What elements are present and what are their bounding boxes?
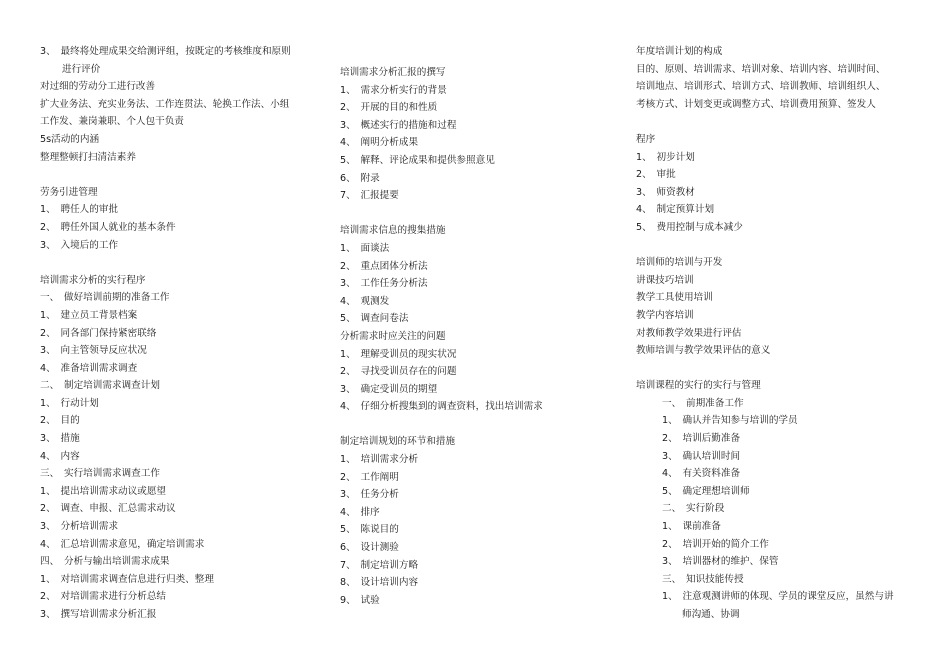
text-line: 2、 培训开始的简介工作 (662, 538, 769, 550)
text-line: 扩大业务法、充实业务法、工作连贯法、轮换工作法、小组 (40, 98, 290, 110)
text-line: 1、 面谈法 (340, 242, 390, 254)
text-line: 3、 措施 (40, 433, 80, 445)
text-line: 1、 确认并告知参与培训的学员 (662, 415, 798, 427)
text-line: 3、 工作任务分析法 (340, 278, 428, 290)
text-line: 一、 前期准备工作 (662, 397, 744, 409)
text-line: 8、 设计培训内容 (340, 577, 419, 589)
text-line: 1、 聘任人的审批 (40, 204, 119, 216)
text-line: 5s活动的内涵 (40, 133, 100, 145)
text-line: 4、 阐明分析成果 (340, 137, 419, 149)
text-line: 考核方式、计划变更或调整方式、培训费用预算、签发人 (636, 98, 876, 110)
text-line: 2、 工作阐明 (340, 471, 399, 483)
text-line: 5、 费用控制与成本减少 (636, 221, 743, 233)
text-line: 3、 概述实行的措施和过程 (340, 119, 457, 131)
text-line: 5、 确定理想培训师 (662, 485, 750, 497)
text-line: 培训师的培训与开发 (636, 257, 723, 269)
text-line: 5、 陈说目的 (340, 524, 399, 536)
text-line: 对过细的劳动分工进行改善 (40, 81, 156, 93)
blank-line (636, 360, 936, 378)
text-line: 1、 注意观测讲师的体现、学员的课堂反应，虽然与讲 (662, 591, 894, 603)
text-line: 9、 试验 (340, 594, 380, 606)
middle-column (340, 64, 630, 609)
blank-line (40, 166, 330, 184)
text-line: 一、 做好培训前期的准备工作 (40, 292, 170, 304)
blank-line (636, 113, 936, 131)
text-line: 3、 分析培训需求 (40, 521, 119, 533)
text-line: 1、 培训需求分析 (340, 454, 419, 466)
text-line: 工作发、兼岗兼职、个人包干负责 (40, 116, 184, 128)
text-line: 5、 解释、评论成果和提供参照意见 (340, 154, 495, 166)
text-line: 6、 设计测验 (340, 542, 399, 554)
text-line: 4、 内容 (40, 450, 80, 462)
text-line: 整理整顿打扫清洁素养 (40, 151, 136, 163)
text-line: 3、 确认培训时间 (662, 450, 741, 462)
text-line: 年度培训计划的构成 (636, 46, 723, 57)
text-line: 2、 对培训需求进行分析总结 (40, 591, 167, 603)
text-line: 1、 课前准备 (662, 521, 721, 533)
text-line: 3、 培训器材的维护、保管 (662, 556, 779, 568)
text-line: 3、 入境后的工作 (40, 239, 119, 251)
text-line: 3、 向主管领导反应状况 (40, 345, 147, 357)
text-line: 培训课程的实行的实行与管理 (636, 380, 761, 392)
text-line: 二、 制定培训需求调查计划 (40, 380, 160, 392)
text-line: 培训需求分析汇报的撰写 (340, 67, 446, 78)
text-line: 四、 分析与输出培训需求成果 (40, 556, 170, 568)
text-line: 7、 制定培训方略 (340, 559, 419, 571)
text-line: 2、 培训后勤准备 (662, 433, 741, 445)
text-line: 4、 观测发 (340, 295, 390, 307)
text-line: 1、 初步计划 (636, 151, 695, 163)
text-line: 对教师教学效果进行评估 (636, 327, 742, 339)
text-line: 教学内容培训 (636, 309, 694, 321)
text-line: 7、 汇报提要 (340, 190, 399, 202)
text-line: 劳务引进管理 (40, 186, 98, 198)
text-line: 进行评价 (62, 63, 101, 75)
text-line: 2、 目的 (40, 415, 80, 427)
text-line: 4、 制定预算计划 (636, 204, 715, 216)
text-line: 1、 行动计划 (40, 397, 99, 409)
blank-line (340, 205, 630, 223)
text-line: 2、 寻找受训员存在的问题 (340, 366, 457, 378)
blank-line (40, 254, 330, 272)
text-line: 4、 仔细分析搜集到的调查资料，找出培训需求 (340, 401, 543, 413)
text-line: 2、 同各部门保持紧密联络 (40, 327, 157, 339)
text-line: 2、 调查、申报、汇总需求动议 (40, 503, 176, 515)
text-line: 2、 开展的目的和性质 (340, 102, 438, 114)
blank-line (636, 237, 936, 255)
text-line: 3、 师资教材 (636, 186, 695, 198)
text-line: 6、 附录 (340, 172, 380, 184)
text-line: 1、 建立员工背景档案 (40, 309, 138, 321)
text-line: 1、 提出培训需求动议或愿望 (40, 485, 167, 497)
text-line: 3、 确定受训员的期望 (340, 383, 438, 395)
text-line: 教师培训与教学效果评估的意义 (636, 345, 771, 357)
text-line: 2、 重点团体分析法 (340, 260, 428, 272)
text-line: 三、 知识技能传授 (662, 573, 744, 585)
text-line: 培训需求信息的搜集措施 (340, 225, 446, 237)
text-line: 培训地点、培训形式、培训方式、培训教师、培训组织人、 (636, 81, 886, 93)
text-line: 目的、原则、培训需求、培训对象、培训内容、培训时间、 (636, 63, 886, 75)
text-line: 1、 理解受训员的现实状况 (340, 348, 457, 360)
text-line: 二、 实行阶段 (662, 503, 725, 515)
blank-line (340, 416, 630, 434)
text-line: 师沟通、协调 (682, 609, 740, 620)
text-line: 2、 审批 (636, 169, 676, 181)
text-line: 3、 最终将处理成果交给测评组，按既定的考核维度和原则 (40, 46, 291, 57)
text-line: 教学工具使用培训 (636, 292, 713, 304)
text-line: 三、 实行培训需求调查工作 (40, 468, 160, 480)
text-line: 3、 任务分析 (340, 489, 399, 501)
text-line: 程序 (636, 133, 656, 145)
text-line: 4、 汇总培训需求意见，确定培训需求 (40, 538, 205, 550)
text-line: 4、 准备培训需求调查 (40, 362, 138, 374)
text-line: 5、 调查问卷法 (340, 313, 409, 325)
text-line: 4、 有关资料准备 (662, 468, 741, 480)
left-column (40, 43, 330, 624)
text-line: 培训需求分析的实行程序 (40, 274, 146, 286)
text-line: 分析需求时应关注的问题 (340, 330, 446, 342)
text-line: 4、 排序 (340, 506, 380, 518)
text-line: 1、 对培训需求调查信息进行归类、整理 (40, 573, 214, 585)
text-line: 制定培训规划的环节和措施 (340, 436, 456, 448)
right-column (636, 43, 936, 624)
text-line: 3、 撰写培训需求分析汇报 (40, 609, 157, 620)
text-line: 1、 需求分析实行的背景 (340, 84, 447, 96)
text-line: 2、 聘任外国人就业的基本条件 (40, 221, 176, 233)
text-line: 讲课技巧培训 (636, 274, 694, 286)
